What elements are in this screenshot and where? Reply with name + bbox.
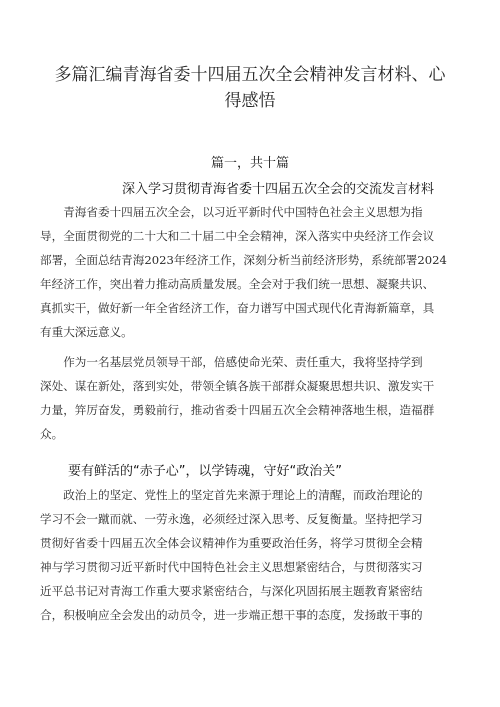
- section-heading: 篇一，共十篇: [210, 156, 289, 171]
- paragraph-line: 神与学习贯彻习近平新时代中国特色社会主义思想紧密结合，与贯彻落实习: [40, 560, 423, 574]
- paragraph-line: 真抓实干，做好新一年全省经济工作，奋力谱写中国式现代化青海新篇章，具: [40, 301, 435, 315]
- paragraph-3: [40, 483, 470, 627]
- paragraph-line: 深处、谋在新处，落到实处，带领全镇各族干部群众凝聚思想共识、激发实干: [40, 379, 435, 393]
- paragraph-line: 导，全面贯彻党的二十大和二十届二中全会精神，深入落实中央经济工作会议: [40, 229, 435, 243]
- paragraph-line: 部署，全面总结青海2023年经济工作，深刻分析当前经济形势，系统部署2024: [40, 253, 447, 267]
- title-line-2: 得感悟: [224, 91, 276, 111]
- paragraph-line: 作为一名基层党员领导干部，倍感使命光荣、责任重大，我将坚持学到: [40, 355, 423, 369]
- section-subtitle: 深入学习贯彻青海省委十四届五次全会的交流发言材料: [122, 182, 435, 197]
- paragraph-line: 贯彻好省委十四届五次全体会议精神作为重要政治任务，将学习贯彻全会精: [40, 536, 423, 550]
- document-title: [40, 62, 460, 114]
- paragraph-line: 政治上的坚定、党性上的坚定首先来源于理论上的清醒，而政治理论的: [40, 488, 423, 502]
- paragraph-2: [40, 350, 470, 446]
- paragraph-line: 力量，笄厉奋发，勇毅前行，推动省委十四届五次全会精神落地生根，造福群: [40, 403, 435, 417]
- paragraph-1: [40, 200, 470, 344]
- paragraph-line: 学习不会一蹴而就、一劳永逸，必须经过深入思考、反复衡量。坚持把学习: [40, 512, 423, 526]
- paragraph-line: 青海省委十四届五次全会，以习近平新时代中国特色社会主义思想为指: [40, 205, 423, 219]
- paragraph-line: 合，积极响应全会发出的动员令，进一步端正想干事的态度，发扬敢干事的: [40, 608, 423, 622]
- section-heading-2: 要有鲜活的“赤子心”，以学铸魂，守好“政治关”: [68, 464, 342, 479]
- paragraph-line: 近平总书记对青海工作重大要求紧密结合，与深化巩固拓展主题教育紧密结: [40, 584, 423, 598]
- paragraph-line: 年经济工作，突出着力推动高质量发展。全会对于我们统一思想、凝聚共识、: [40, 277, 435, 291]
- title-line-1: 多篇汇编青海省委十四届五次全会精神发言材料、心: [54, 65, 446, 85]
- paragraph-line: 有重大深远意义。: [40, 325, 133, 339]
- paragraph-line: 众。: [40, 427, 64, 441]
